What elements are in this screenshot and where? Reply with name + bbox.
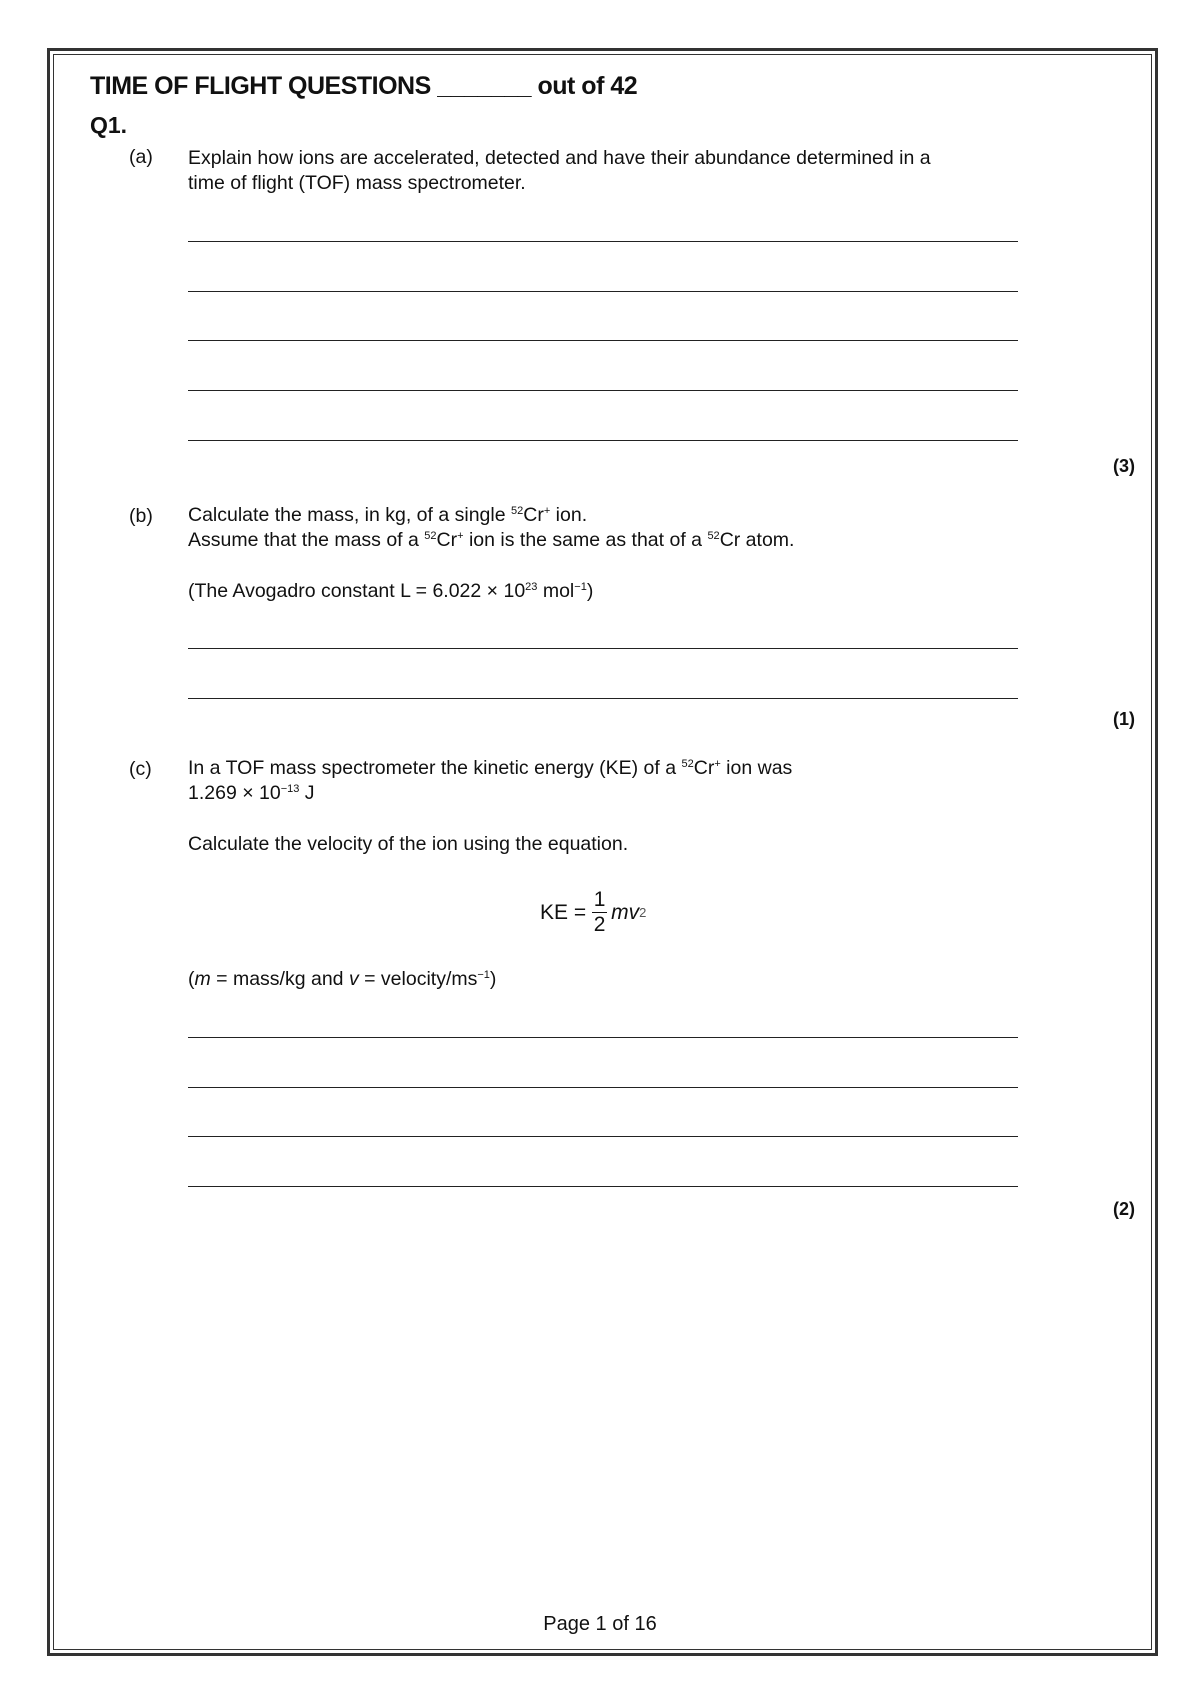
answer-line[interactable] <box>188 241 1018 242</box>
part-b-line2: Assume that the mass of a $^{52}$Cr+ ion is the same as that of a $^{52}$Cr atom. <box>188 529 795 551</box>
answer-line[interactable] <box>188 1136 1018 1137</box>
part-a-marks: (3) <box>1113 456 1135 476</box>
fraction-numerator: 1 <box>593 888 606 911</box>
question-number: Q1. <box>90 112 128 138</box>
part-b-marks: (1) <box>1113 709 1135 729</box>
avogadro-constant: (The Avogadro constant $L = 6.022 \times 10^{23}$ mol$^{-1}$) <box>188 580 594 602</box>
part-c-marks: (2) <box>1113 1199 1135 1219</box>
answer-line[interactable] <box>188 390 1018 391</box>
part-c-question <box>188 756 792 806</box>
answer-line[interactable] <box>188 291 1018 292</box>
answer-line[interactable] <box>188 440 1018 441</box>
equation-lhs: KE = <box>540 900 587 924</box>
part-a-line1: Explain how ions are accelerated, detected and have their abundance determined in a <box>188 147 931 169</box>
part-c-instruction: Calculate the velocity of the ion using the equation. <box>188 833 629 855</box>
part-a-question <box>188 146 931 196</box>
equation-fraction <box>592 888 607 937</box>
part-b-label: (b) <box>129 505 153 527</box>
kinetic-energy-equation: KE = $\frac{1}{2}$ mv 2 <box>540 888 647 936</box>
part-b-line1: Calculate the mass, in kg, of a single $^{52}$Cr+ ion. <box>188 504 588 526</box>
answer-line[interactable] <box>188 1037 1018 1038</box>
answer-line[interactable] <box>188 340 1018 341</box>
answer-line[interactable] <box>188 698 1018 699</box>
page-number: Page 1 of 16 <box>543 1613 657 1635</box>
part-a-line2: time of flight (TOF) mass spectrometer. <box>188 172 526 194</box>
fraction-denominator: 2 <box>593 913 606 936</box>
part-b-question <box>188 503 794 553</box>
answer-line[interactable] <box>188 1087 1018 1088</box>
part-c-label: (c) <box>129 758 152 780</box>
worksheet-title: TIME OF FLIGHT QUESTIONS _______ out of 42 <box>90 72 638 100</box>
part-c-line1: In a TOF mass spectrometer the kinetic energy (KE) of a $^{52}$Cr+ ion was <box>188 757 793 779</box>
equation-rhs: mv <box>611 900 640 924</box>
part-a-label: (a) <box>129 146 153 168</box>
part-c-line2: $1.269 \times 10^{-13}$ J <box>188 782 315 804</box>
answer-line[interactable] <box>188 648 1018 649</box>
variable-definitions: (m = mass/kg and v = velocity/$ms^{-1}$) <box>188 968 497 990</box>
answer-line[interactable] <box>188 1186 1018 1187</box>
